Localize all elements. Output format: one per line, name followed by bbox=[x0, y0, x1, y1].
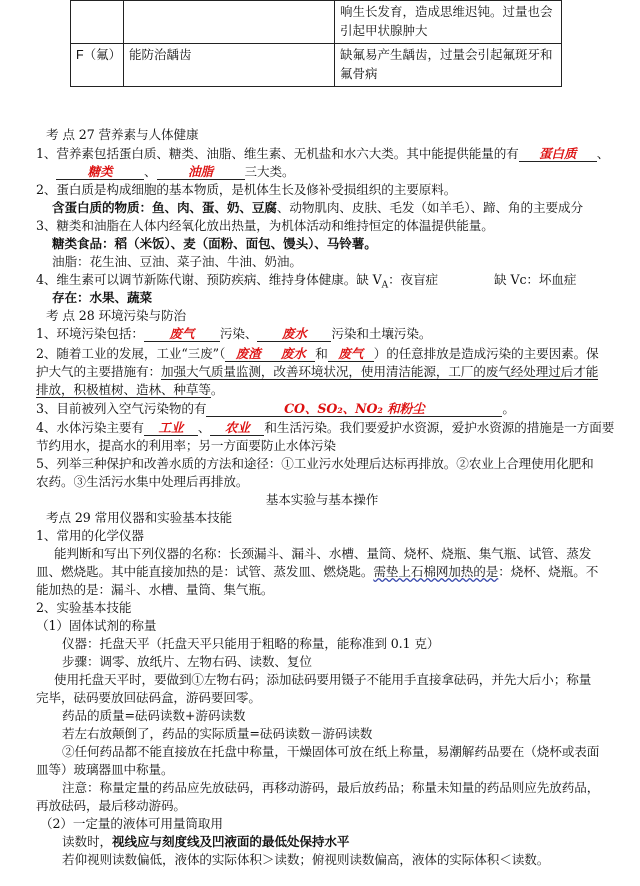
text-line: 皿等）玻璃器皿中称量。 bbox=[36, 762, 174, 777]
text: 、 bbox=[596, 146, 610, 161]
answer: 废水 bbox=[280, 346, 306, 361]
text-line: 若仰视则读数偏低，液体的实际体积＞读数；俯视则读数偏高，液体的实际体积＜读数。 bbox=[62, 852, 550, 867]
text: 1、环境污染包括： bbox=[36, 326, 144, 341]
cell-line: 响生长发育，造成思维迟钝。过量也会 bbox=[340, 5, 553, 19]
text: 含蛋白质的物质： bbox=[52, 200, 152, 215]
table-cell bbox=[335, 1, 562, 44]
text: 4、水体污染主要有 bbox=[36, 420, 144, 435]
text-line: 2、蛋白质是构成细胞的基本物质，是机体生长及修补受损组织的主要原料。 bbox=[36, 182, 457, 197]
text-line: 药品的质量=砝码读数+游码读数 bbox=[62, 708, 246, 723]
text-line bbox=[56, 164, 608, 180]
text: 、 bbox=[197, 420, 211, 435]
text: 。 bbox=[502, 401, 515, 416]
text-line bbox=[36, 420, 615, 436]
answer: CO、SO₂、NO₂ 和粉尘 bbox=[284, 401, 425, 416]
chapter-title: 基本实验与基本操作 bbox=[265, 492, 379, 507]
text-line bbox=[36, 364, 608, 380]
section-heading: 考点 29 常用仪器和实验基本技能 bbox=[46, 510, 233, 525]
section-heading: 考 点 28 环境污染与防治 bbox=[46, 308, 186, 323]
underlined-text: 加强大气质量监测，改善环境状况，使用清洁能源，工厂的废气经处理过后才能 bbox=[160, 364, 599, 379]
table-cell bbox=[335, 44, 562, 87]
answer: 工业 bbox=[158, 420, 184, 435]
text-line: 糖类食品：稻（米饭）、麦（面粉、面包、馒头）、马铃薯。 bbox=[52, 236, 377, 251]
text-line: （1）固体试剂的称量 bbox=[36, 618, 157, 633]
text-line: 完毕，砝码要放回砝码盒，游码要回零。 bbox=[36, 690, 261, 705]
table-row bbox=[71, 44, 562, 87]
underlined-text: 需垫上石棉网加热的是 bbox=[373, 564, 499, 579]
text-line: 步骤：调零、放纸片、左物右码、读数、复位 bbox=[62, 654, 312, 669]
text-line: （2）一定量的液体可用量筒取用 bbox=[40, 816, 223, 831]
section-heading: 考 点 27 营养素与人体健康 bbox=[46, 127, 199, 142]
answer: 废气 bbox=[338, 346, 364, 361]
text: 和 bbox=[315, 346, 328, 361]
cell-line: 缺氟易产生龋齿，过量会引起氟斑牙和 bbox=[340, 48, 553, 62]
text-line bbox=[36, 382, 608, 398]
table-cell bbox=[71, 1, 124, 44]
text: ：烧杯、烧瓶。不 bbox=[498, 564, 599, 579]
text: 污染和土壤污染。 bbox=[331, 326, 432, 341]
text: ：夜盲症 bbox=[388, 272, 439, 287]
text: 污染、 bbox=[219, 326, 258, 341]
cell-line: 引起甲状腺肿大 bbox=[340, 24, 428, 38]
text-line: 仪器：托盘天平（托盘天平只能用于粗略的称量，能称准到 0.1 克） bbox=[62, 636, 440, 651]
text-line: 使用托盘天平时，要做到①左物右码；添加砝码要用镊子不能用手直接拿砝码，并先大后小；称量 bbox=[54, 672, 592, 687]
answer: 废水 bbox=[281, 326, 307, 341]
text-line: 若左右放颠倒了，药品的实际质量=砝码读数－游码读数 bbox=[62, 726, 373, 741]
text: 护大气的主要措施有： bbox=[36, 364, 161, 379]
text: ）的任意排放是造成污染的主要因素。保 bbox=[373, 346, 599, 361]
answer: 废渣 bbox=[235, 346, 261, 361]
answer: 油脂 bbox=[188, 164, 213, 179]
text-line bbox=[36, 326, 608, 342]
table-row bbox=[71, 1, 562, 44]
answer: 蛋白质 bbox=[538, 146, 577, 161]
answer: 废气 bbox=[169, 326, 195, 341]
text: 。 bbox=[210, 382, 224, 397]
text-line bbox=[36, 146, 608, 162]
text-line: 油脂：花生油、豆油、菜子油、牛油、奶油。 bbox=[52, 254, 302, 269]
text: 鱼、肉、蛋、奶、豆腐 bbox=[151, 200, 277, 215]
text: 和生活污染。我们要爱护水资源，爱护水资源的措施是一方面要 bbox=[264, 420, 615, 435]
underlined-text: 排放，积极植树、造林、种草等 bbox=[36, 382, 211, 397]
text: 皿、燃烧匙。其中能直接加热的是：试管、蒸发皿、燃烧匙。 bbox=[36, 564, 374, 579]
subscript: A bbox=[381, 280, 389, 291]
text: 缺 Vc：坏血症 bbox=[494, 272, 577, 287]
answer: 糖类 bbox=[87, 164, 113, 179]
text: 1、营养素包括蛋白质、糖类、油脂、维生素、无机盐和水六大类。其中能提供能量的有 bbox=[36, 146, 519, 161]
text-line bbox=[36, 564, 608, 580]
text-line: ②任何药品都不能直接放在托盘中称量，干燥固体可放在纸上称量，易潮解药品要在（烧杯或表面 bbox=[62, 744, 600, 759]
text-line: 节约用水，提高水的利用率；另一方面要防止水体污染 bbox=[36, 438, 336, 453]
text: 读数时， bbox=[62, 834, 112, 849]
table-cell: F（氟） bbox=[71, 44, 124, 87]
text-line bbox=[36, 346, 608, 362]
text: 2、随着工业的发展，工业“三废”（ bbox=[36, 346, 226, 361]
text-line: 能判断和写出下列仪器的名称：长颈漏斗、漏斗、水槽、量筒、烧杯、烧瓶、集气瓶、试管、蒸发 bbox=[54, 546, 592, 561]
text-line: 能加热的是：漏斗、水槽、量筒、集气瓶。 bbox=[36, 582, 274, 597]
text-line: 农药。③生活污水集中处理后再排放。 bbox=[36, 474, 249, 489]
text-line: 5、列举三种保护和改善水质的方法和途径：①工业污水处理后达标再排放。②农业上合理使用化肥和 bbox=[36, 456, 594, 471]
table-cell: 能防治龋齿 bbox=[124, 44, 335, 87]
text: 、 bbox=[144, 164, 157, 179]
text: 4、维生素可以调节新陈代谢、预防疾病、维持身体健康。缺 V bbox=[36, 272, 382, 287]
text: 、动物肌肉、皮肤、毛发（如羊毛）、蹄、角的主要成分 bbox=[276, 200, 583, 215]
text-line: 1、常用的化学仪器 bbox=[36, 528, 144, 543]
text-line: 注意：称量定量的药品应先放砝码，再移动游码，最后放药品；称量未知量的药品则应先放药品， bbox=[62, 780, 600, 795]
element-table bbox=[70, 0, 562, 87]
text: 3、目前被列入空气污染物的有 bbox=[36, 401, 207, 416]
text: 三大类。 bbox=[244, 164, 295, 179]
bold-text: 视线应与刻度线及凹液面的最低处保持水平 bbox=[111, 834, 350, 849]
text-line bbox=[52, 200, 608, 216]
text-line: 2、实验基本技能 bbox=[36, 600, 132, 615]
cell-line: 氟骨病 bbox=[340, 67, 378, 81]
text-line: 存在：水果、蔬菜 bbox=[52, 290, 152, 305]
text-line: 再放砝码，最后移动游码。 bbox=[36, 798, 186, 813]
text-line: 3、糖类和油脂在人体内经氧化放出热量，为机体活动和维持恒定的体温提供能量。 bbox=[36, 218, 494, 233]
table-cell bbox=[124, 1, 335, 44]
text-line bbox=[62, 834, 608, 850]
text-line bbox=[36, 401, 608, 417]
answer: 农业 bbox=[224, 420, 250, 435]
